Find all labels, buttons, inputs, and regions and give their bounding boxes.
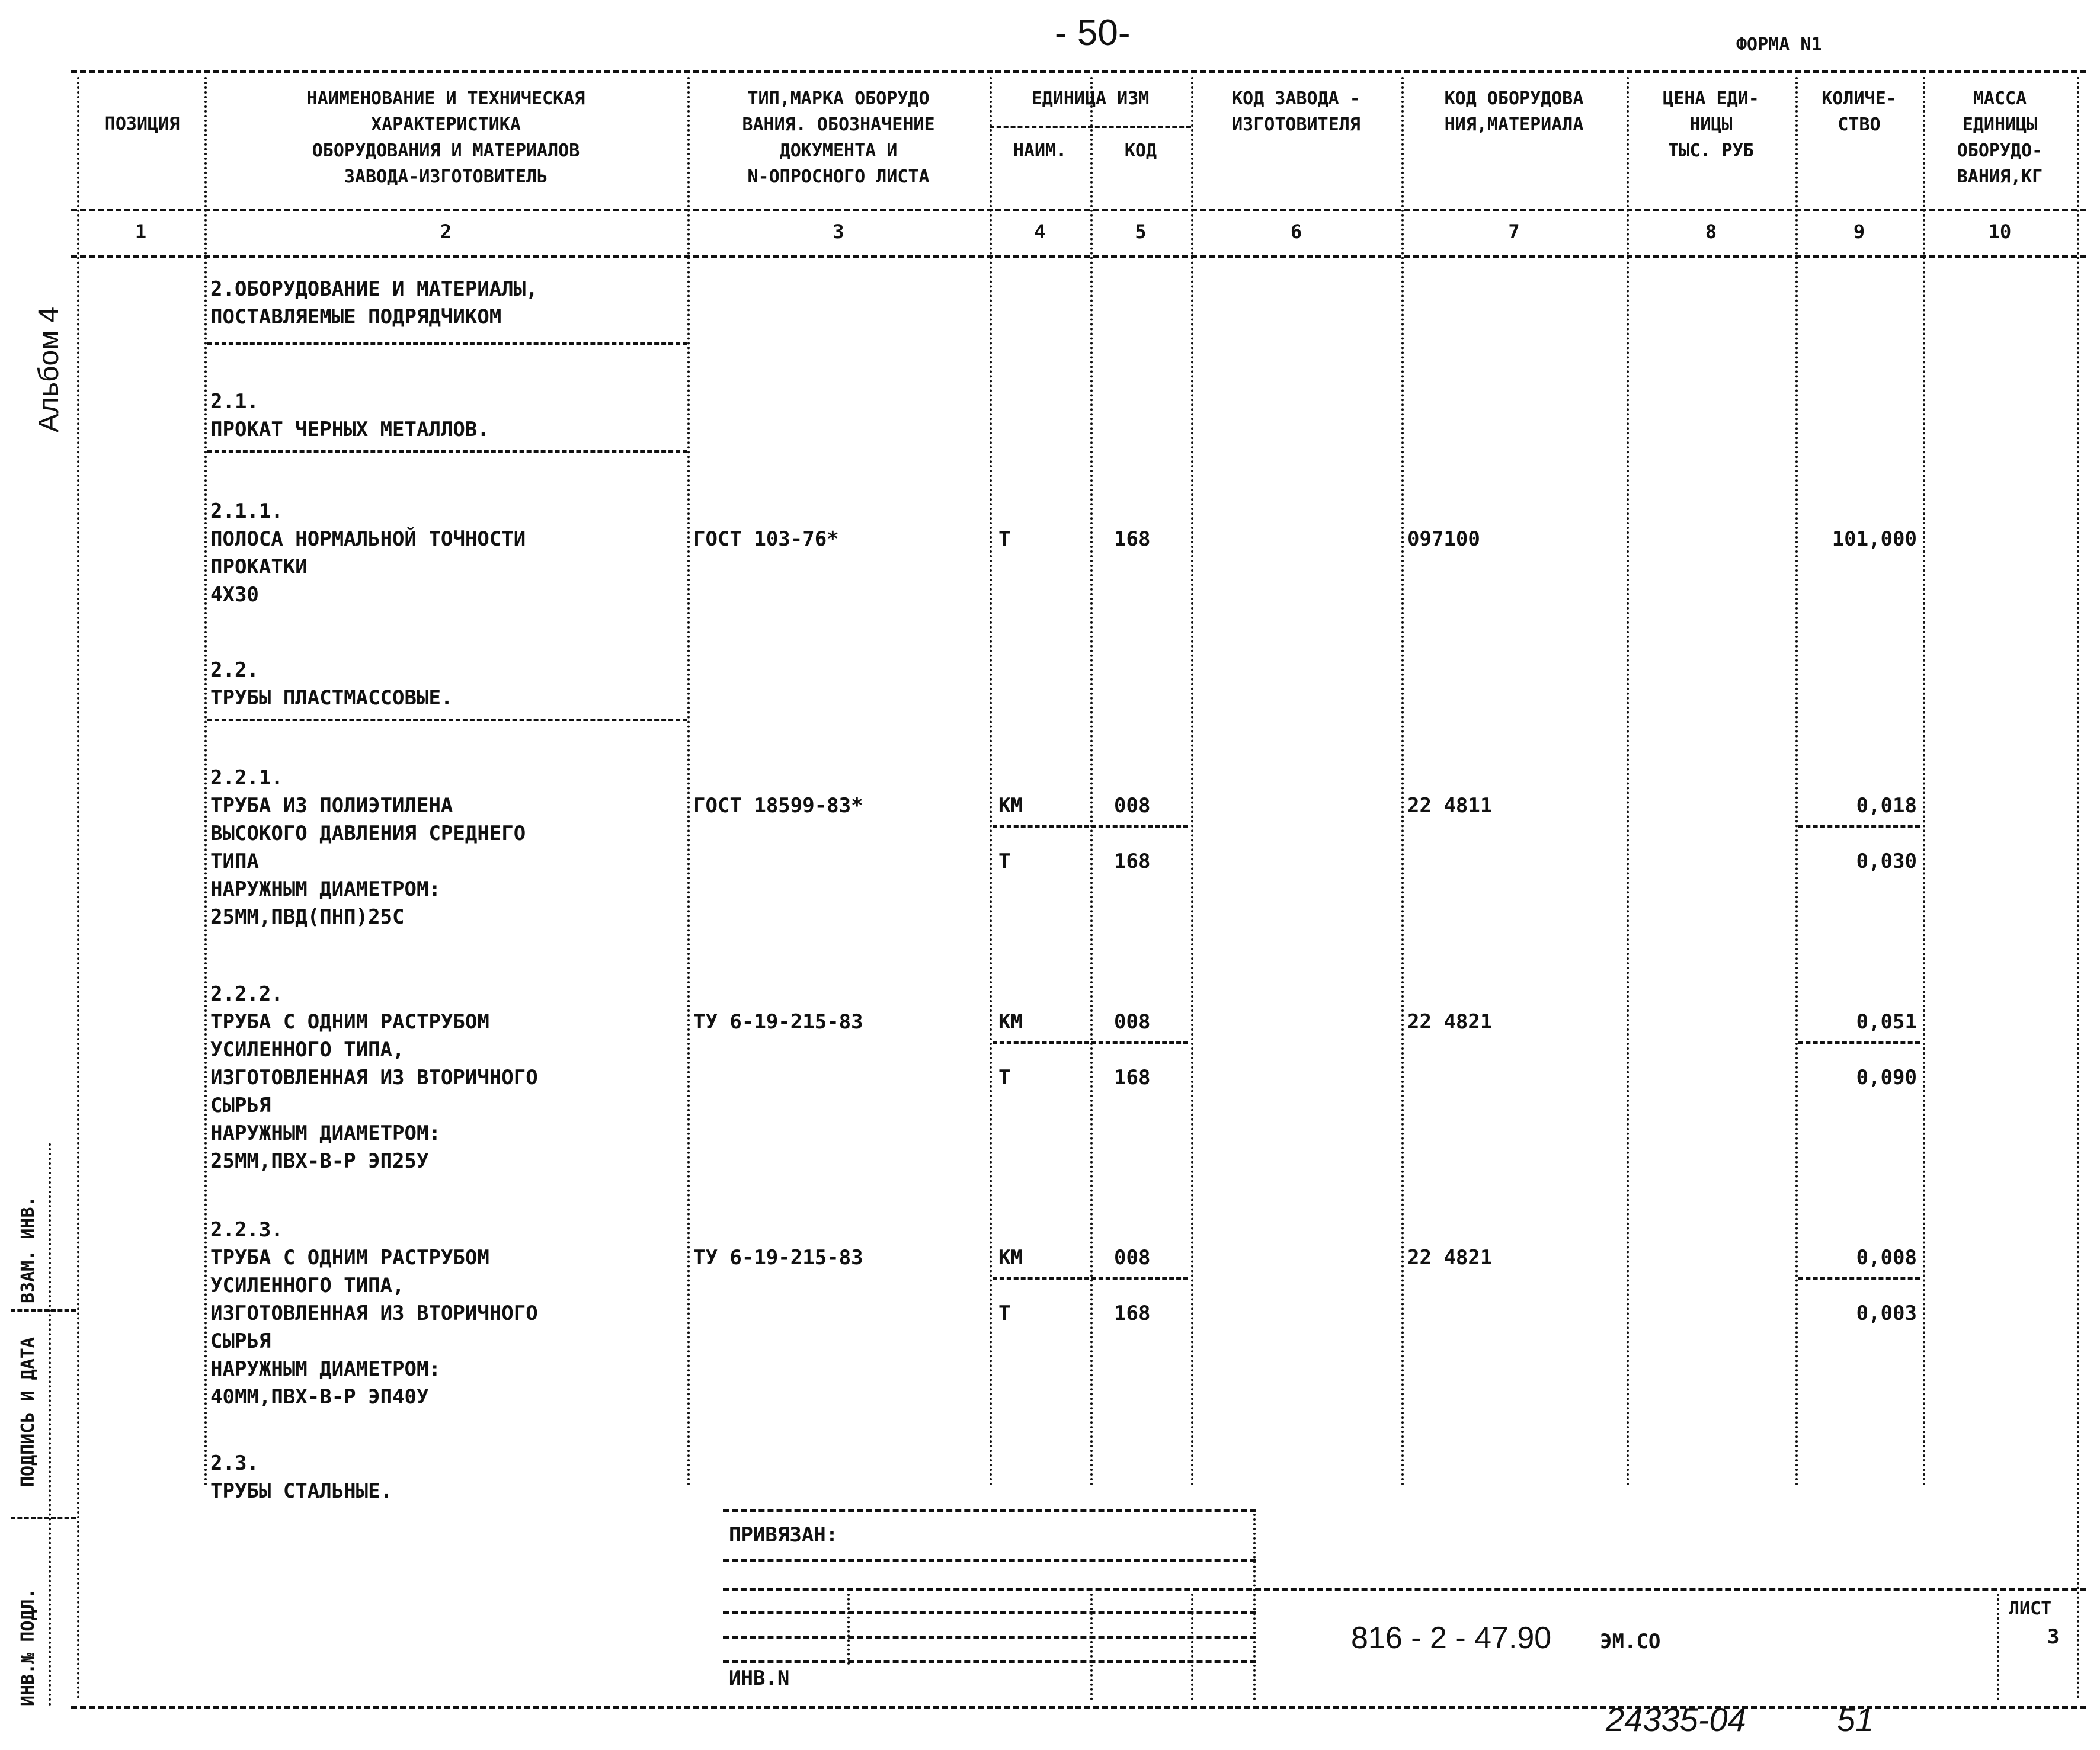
item-211-type: ГОСТ 103-76* xyxy=(693,527,839,551)
section-2-rule xyxy=(207,342,687,345)
item-222-unit-1: КМ xyxy=(998,1010,1023,1034)
colnum-1: 1 xyxy=(135,220,147,243)
item-222-quantity-1: 0,051 xyxy=(1856,1010,1917,1034)
doc-suffix: ЭМ.СО xyxy=(1600,1630,1661,1653)
item-222-unit-2: Т xyxy=(998,1066,1011,1089)
stamp-rule-5 xyxy=(723,1660,1256,1663)
header-col4: НАИМ. xyxy=(1013,140,1067,161)
sheet-box-left xyxy=(1997,1594,1999,1700)
item-221-quantity-1: 0,018 xyxy=(1856,794,1917,818)
section-22-number: 2.2. xyxy=(210,658,259,682)
item-221-unit-1: КМ xyxy=(998,794,1023,818)
item-211-unit: Т xyxy=(998,527,1011,551)
item-211-number: 2.1.1. xyxy=(210,499,283,523)
item-221-name: ТРУБА ИЗ ПОЛИЭТИЛЕНА ВЫСОКОГО ДАВЛЕНИЯ СРЕДНЕГО ТИПА НАРУЖНЫМ ДИАМЕТРОМ: 25ММ,ПВД(ПНП)25С xyxy=(210,794,526,929)
colnum-2: 2 xyxy=(440,220,452,243)
col-sep-8 xyxy=(1795,77,1798,1487)
item-221-code-1: 008 xyxy=(1114,794,1151,818)
colnum-4: 4 xyxy=(1034,220,1046,243)
sheet-label: ЛИСТ xyxy=(2009,1598,2052,1619)
unit-group-rule xyxy=(990,126,1191,128)
item-222-code-2: 168 xyxy=(1114,1066,1151,1089)
header-unit-group: ЕДИНИЦА ИЗМ xyxy=(1031,88,1150,109)
col-sep-6 xyxy=(1401,77,1404,1487)
margin-box-line xyxy=(49,1143,51,1706)
item-222-quantity-2: 0,090 xyxy=(1856,1066,1917,1089)
item-211-name: ПОЛОСА НОРМАЛЬНОЙ ТОЧНОСТИ ПРОКАТКИ 4Х30 xyxy=(210,527,526,607)
item-221-unit-2: Т xyxy=(998,850,1011,873)
item-211-code: 168 xyxy=(1114,527,1151,551)
header-col3: ТИП,МАРКА ОБОРУДО ВАНИЯ. ОБОЗНАЧЕНИЕ ДОКУМЕНТА И N-ОПРОСНОГО ЛИСТА xyxy=(742,88,935,187)
stamp-rule-4 xyxy=(723,1636,1256,1639)
margin-podpis-data: ПОДПИСЬ И ДАТА xyxy=(18,1337,39,1487)
section-21-rule xyxy=(207,450,687,453)
doc-code: 816 - 2 - 47.90 xyxy=(1351,1621,1552,1655)
colnum-8: 8 xyxy=(1705,220,1717,243)
item-221-material-code: 22 4811 xyxy=(1407,794,1493,818)
section-22-title: ТРУБЫ ПЛАСТМАССОВЫЕ. xyxy=(210,686,453,710)
item-222-material-code: 22 4821 xyxy=(1407,1010,1493,1034)
col-sep-4 xyxy=(1090,77,1093,1487)
colnum-bottom-rule xyxy=(71,255,2086,258)
table-top-rule xyxy=(71,70,2086,73)
section-22-rule xyxy=(207,719,687,721)
header-col7: КОД ОБОРУДОВА НИЯ,МАТЕРИАЛА xyxy=(1444,88,1584,135)
header-col2: НАИМЕНОВАНИЕ И ТЕХНИЧЕСКАЯ ХАРАКТЕРИСТИКА ОБОРУДОВАНИЯ И МАТЕРИАЛОВ ЗАВОДА-ИЗГОТОВИТЕЛЬ xyxy=(306,88,585,187)
section-21-title: ПРОКАТ ЧЕРНЫХ МЕТАЛЛОВ. xyxy=(210,418,489,441)
item-221-quantity-2: 0,030 xyxy=(1856,850,1917,873)
col-sep-3 xyxy=(990,77,992,1487)
col-sep-9 xyxy=(1923,77,1925,1487)
item-222-qty-rule xyxy=(1798,1041,1920,1044)
album-label: Альбом 4 xyxy=(33,306,65,432)
item-223-unit-1: КМ xyxy=(998,1246,1023,1270)
col-sep-left xyxy=(77,77,79,1700)
item-223-code-2: 168 xyxy=(1114,1302,1151,1325)
item-223-name: ТРУБА С ОДНИМ РАСТРУБОМ УСИЛЕННОГО ТИПА, ИЗГОТОВЛЕННАЯ ИЗ ВТОРИЧНОГО СЫРЬЯ НАРУЖНЫМ ДИАМЕТРОМ: 40ММ,ПВХ-В-Р ЭП40У xyxy=(210,1246,538,1409)
margin-vzam-inv: ВЗАМ. ИНВ. xyxy=(18,1196,39,1303)
section-23-title: ТРУБЫ СТАЛЬНЫЕ. xyxy=(210,1479,393,1503)
stamp-inv: ИНВ.N xyxy=(729,1666,790,1690)
margin-sep-2 xyxy=(11,1517,76,1519)
margin-sep-1 xyxy=(11,1309,76,1312)
item-222-code-1: 008 xyxy=(1114,1010,1151,1034)
item-223-number: 2.2.3. xyxy=(210,1218,283,1242)
col-sep-right xyxy=(2077,77,2079,1700)
item-221-code-2: 168 xyxy=(1114,850,1151,873)
header-bottom-rule xyxy=(71,209,2086,211)
item-222-name: ТРУБА С ОДНИМ РАСТРУБОМ УСИЛЕННОГО ТИПА, ИЗГОТОВЛЕННАЯ ИЗ ВТОРИЧНОГО СЫРЬЯ НАРУЖНЫМ ДИАМЕТРОМ: 25ММ,ПВХ-В-Р ЭП25У xyxy=(210,1010,538,1173)
item-223-type: ТУ 6-19-215-83 xyxy=(693,1246,863,1270)
item-223-qty-rule xyxy=(1798,1277,1920,1280)
item-222-type: ТУ 6-19-215-83 xyxy=(693,1010,863,1034)
colnum-9: 9 xyxy=(1853,220,1865,243)
archive-number: 24335-04 xyxy=(1606,1701,1746,1738)
colnum-10: 10 xyxy=(1988,220,2012,243)
item-222-number: 2.2.2. xyxy=(210,982,283,1006)
sheet-number: 3 xyxy=(2047,1625,2060,1649)
col-sep-1 xyxy=(204,77,207,1487)
margin-inv-podl: ИНВ.№ ПОДЛ. xyxy=(18,1588,39,1706)
colnum-5: 5 xyxy=(1135,220,1147,243)
section-23-number: 2.3. xyxy=(210,1451,259,1475)
footer-page: 51 xyxy=(1837,1701,1874,1738)
col-sep-2 xyxy=(687,77,690,1487)
stamp-privyazan: ПРИВЯЗАН: xyxy=(729,1523,838,1547)
header-col9: КОЛИЧЕ- СТВО xyxy=(1822,88,1897,135)
header-col8: ЦЕНА ЕДИ- НИЦЫ ТЫС. РУБ xyxy=(1663,88,1759,161)
form-label: ФОРМА N1 xyxy=(1736,34,1822,55)
header-col1: ПОЗИЦИЯ xyxy=(104,114,180,134)
item-221-qty-rule xyxy=(1798,825,1920,828)
stamp-sep-2 xyxy=(1090,1594,1093,1700)
item-222-unit-rule xyxy=(993,1041,1188,1044)
item-223-quantity-1: 0,008 xyxy=(1856,1246,1917,1270)
item-221-type: ГОСТ 18599-83* xyxy=(693,794,863,818)
item-223-quantity-2: 0,003 xyxy=(1856,1302,1917,1325)
page-number: - 50- xyxy=(1055,12,1131,53)
header-col6: КОД ЗАВОДА - ИЗГОТОВИТЕЛЯ xyxy=(1232,88,1360,135)
item-211-material-code: 097100 xyxy=(1407,527,1480,551)
stamp-right-edge xyxy=(1253,1514,1256,1700)
item-221-unit-rule xyxy=(993,825,1188,828)
section-2-title: 2.ОБОРУДОВАНИЕ И МАТЕРИАЛЫ, ПОСТАВЛЯЕМЫЕ ПОДРЯДЧИКОМ xyxy=(210,277,538,329)
item-223-unit-rule xyxy=(993,1277,1188,1280)
stamp-rule-3 xyxy=(723,1611,1256,1614)
stamp-rule-2 xyxy=(723,1588,2086,1591)
stamp-sep-3 xyxy=(1191,1594,1193,1700)
section-21-number: 2.1. xyxy=(210,390,259,414)
item-211-quantity: 101,000 xyxy=(1832,527,1917,551)
col-sep-7 xyxy=(1627,77,1629,1487)
stamp-sep-1 xyxy=(847,1594,850,1665)
table-bottom-rule xyxy=(71,1706,2086,1709)
stamp-rule-1 xyxy=(723,1559,1256,1562)
stamp-top-rule xyxy=(723,1509,1256,1512)
header-col5: КОД xyxy=(1124,140,1157,161)
colnum-6: 6 xyxy=(1290,220,1302,243)
item-223-material-code: 22 4821 xyxy=(1407,1246,1493,1270)
colnum-3: 3 xyxy=(833,220,844,243)
item-223-unit-2: Т xyxy=(998,1302,1011,1325)
col-sep-5 xyxy=(1191,77,1193,1487)
item-223-code-1: 008 xyxy=(1114,1246,1151,1270)
colnum-7: 7 xyxy=(1508,220,1520,243)
item-221-number: 2.2.1. xyxy=(210,766,283,790)
header-col10: МАССА ЕДИНИЦЫ ОБОРУДО- ВАНИЯ,КГ xyxy=(1957,88,2043,187)
